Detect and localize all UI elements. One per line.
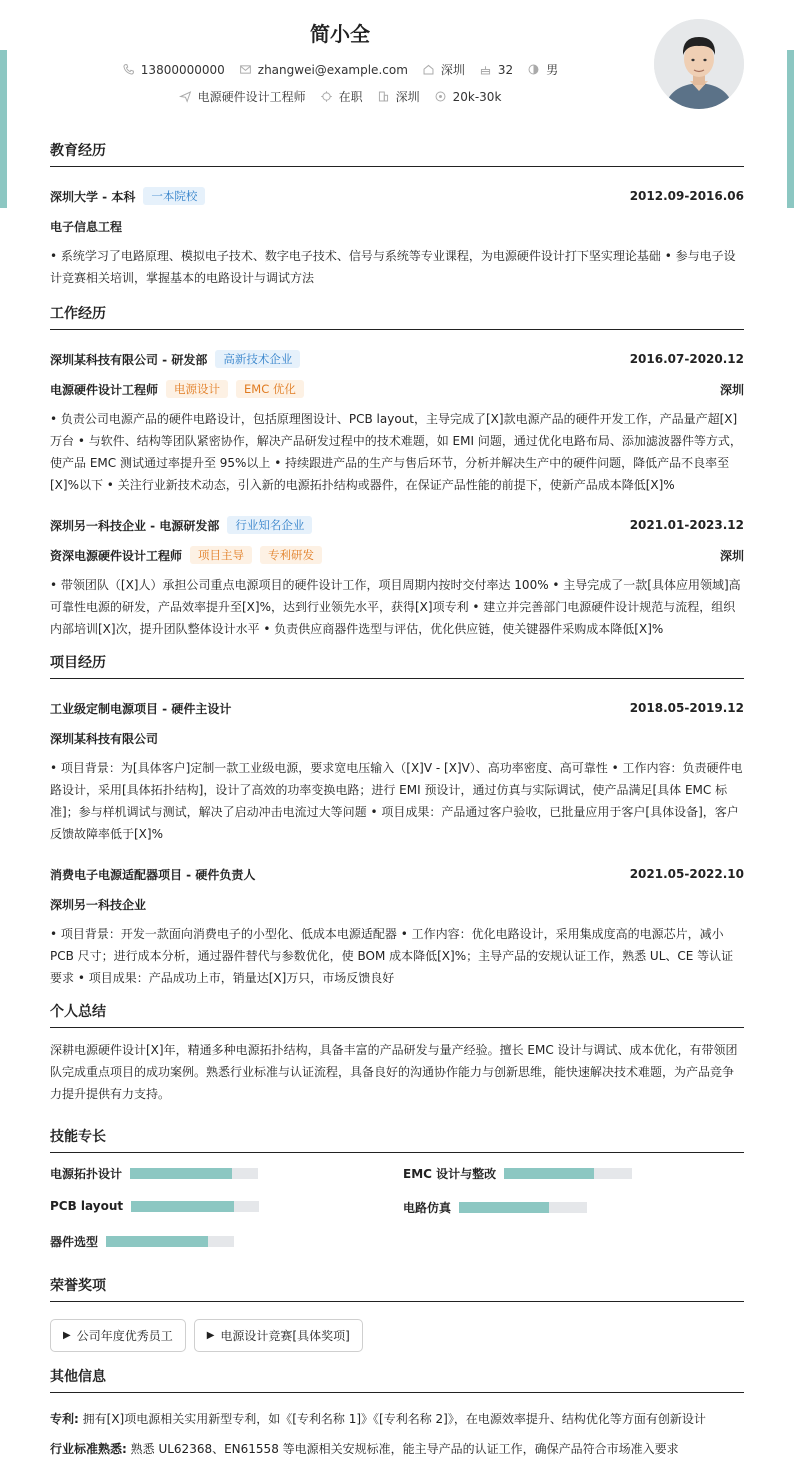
contact-row [0, 61, 680, 78]
project-date: 2021.05-2022.10 [629, 867, 744, 881]
candidate-name: 简小全 [310, 22, 370, 46]
status-item [320, 88, 363, 105]
mail-icon [239, 63, 252, 76]
summary-section [50, 1001, 744, 1105]
email-item [239, 63, 408, 77]
awards-title: 荣誉奖项 [50, 1275, 744, 1302]
salary-value: 20k-30k [452, 89, 502, 104]
location-value: 深圳 [440, 63, 465, 77]
building-icon [377, 90, 390, 103]
project-header-row [50, 698, 744, 718]
play-icon: ▶ [206, 1330, 215, 1341]
age-value: 32 [497, 62, 514, 77]
project-org: 深圳某科技有限公司 [50, 731, 159, 746]
summary-title: 个人总结 [50, 1001, 744, 1028]
skill-bar [130, 1168, 258, 1179]
work-item [50, 349, 744, 496]
home-icon [422, 63, 435, 76]
school-name: 深圳大学 - 本科 [50, 189, 136, 204]
phone-value: 13800000000 [140, 62, 225, 77]
other-key: 专利: [50, 1412, 79, 1426]
skill-bar [131, 1201, 259, 1212]
work-description: • 带领团队（[X]人）承担公司重点电源项目的硬件设计工作，项目周期内按时交付率达 100% • 主导完成了一款[具体应用领域]高可靠性电源的研发，产品效率提升至[X]%，达到行业领先水平，获得[X]项专利 • 建立并完善部门电源硬件设计规范与流程，组织内部培训[X]次，提升团队整体设计水平 • 负责供应商器件选型与评估，优化供应链，使关键器件采购成本降低[X]% [50, 578, 741, 636]
work-title: 工作经历 [50, 303, 744, 330]
project-header-row [50, 864, 744, 884]
work-role-row [50, 545, 744, 565]
award-item [194, 1319, 363, 1352]
major: 电子信息工程 [50, 219, 123, 234]
skill-name: 电路仿真 [403, 1201, 452, 1215]
skill-name: PCB layout [50, 1199, 124, 1213]
work-role: 电源硬件设计工程师 [50, 382, 159, 397]
send-icon [179, 90, 192, 103]
project-description: • 项目背景：为[具体客户]定制一款工业级电源，要求宽电压输入（[X]V - [X]V）、高功率密度、高可靠性 • 工作内容：负责硬件电路设计，采用[具体拓扑结构]，设计了高效的功率变换电路；进行 EMI 预设计，通过仿真与实际调试，使产品满足[具体 EMC 标准]；参与样机调试与测试，解决了启动冲击电流过大等问题 • 项目成果：产品通过客户验收，已批量应用于客户[具体设备]，客户反馈故障率低于[X]% [50, 761, 743, 841]
work-date: 2016.07-2020.12 [629, 352, 744, 366]
skill-bar [459, 1202, 587, 1213]
major-row [50, 216, 744, 236]
skill-bar [106, 1236, 234, 1247]
skill-name: 电源拓扑设计 [50, 1167, 123, 1181]
other-value: 熟悉 UL62368、EN61558 等电源相关安规标准，能主导产品的认证工作，确保产品符合市场准入要求 [130, 1442, 679, 1456]
work-company-row [50, 349, 744, 369]
project-date: 2018.05-2019.12 [629, 701, 744, 715]
skill-bar [504, 1168, 632, 1179]
skills-title: 技能专长 [50, 1126, 744, 1153]
phone-item [122, 63, 225, 77]
age-item [479, 63, 513, 77]
play-icon: ▶ [63, 1330, 71, 1341]
location-item [422, 61, 465, 78]
award-label: 公司年度优秀员工 [76, 1329, 173, 1343]
work-section [50, 303, 744, 640]
project-item [50, 864, 744, 989]
project-org-row [50, 728, 744, 748]
work-company-row [50, 515, 744, 535]
skill-item [50, 1233, 234, 1250]
work-role-row [50, 379, 744, 399]
work-role: 资深电源硬件设计工程师 [50, 548, 183, 563]
skill-bar-fill [459, 1202, 549, 1213]
project-section [50, 652, 744, 989]
phone-icon [122, 63, 135, 76]
skills-list [50, 1153, 744, 1263]
work-company-tag: 高新技术企业 [215, 350, 300, 368]
project-name: 工业级定制电源项目 - 硬件主设计 [50, 701, 232, 716]
resume-header [0, 0, 794, 120]
work-date: 2021.01-2023.12 [629, 518, 744, 532]
project-org-row [50, 894, 744, 914]
skill-name: EMC 设计与整改 [403, 1167, 497, 1181]
avatar [654, 19, 744, 109]
role-tag: EMC 优化 [236, 380, 304, 398]
education-title: 教育经历 [50, 140, 744, 167]
other-item [50, 1408, 744, 1430]
gender-item [527, 61, 558, 78]
education-header-row [50, 186, 744, 206]
award-item [50, 1319, 186, 1352]
role-tag: 专利研发 [260, 546, 322, 564]
work-city: 深圳 [719, 382, 744, 397]
education-date: 2012.09-2016.06 [629, 189, 744, 203]
project-org: 深圳另一科技企业 [50, 897, 147, 912]
work-company: 深圳某科技有限公司 - 研发部 [50, 352, 208, 367]
gender-value: 男 [546, 63, 559, 77]
other-item [50, 1438, 744, 1460]
awards-list [50, 1319, 744, 1352]
role-tag: 项目主导 [190, 546, 252, 564]
other-list [50, 1408, 744, 1460]
award-label: 电源设计竞赛[具体奖项] [220, 1329, 350, 1343]
salary-item [434, 90, 502, 104]
other-title: 其他信息 [50, 1366, 744, 1393]
skill-bar-fill [106, 1236, 208, 1247]
job-target-item [179, 88, 306, 105]
skill-item [403, 1165, 632, 1182]
target-city-item [377, 88, 420, 105]
other-key: 行业标准熟悉: [50, 1442, 127, 1456]
status-icon [320, 90, 333, 103]
other-section [50, 1366, 744, 1460]
status-value: 在职 [338, 90, 363, 104]
work-city: 深圳 [719, 548, 744, 563]
awards-section [50, 1275, 744, 1352]
skill-name: 器件选型 [50, 1235, 99, 1249]
money-icon [434, 90, 447, 103]
summary-text: 深耕电源硬件设计[X]年，精通多种电源拓扑结构，具备丰富的产品研发与量产经验。擅长 EMC 设计与调试、成本优化，有带领团队完成重点项目的成功案例。熟悉行业标准与认证流程，具备良好的沟通协作能力与创新思维，能快速解决技术难题，为产品竞争力提升提供有力支持。 [50, 1043, 738, 1101]
skills-section [50, 1126, 744, 1263]
skill-item [403, 1199, 587, 1216]
project-title: 项目经历 [50, 652, 744, 679]
work-item [50, 515, 744, 640]
job-target-value: 电源硬件设计工程师 [197, 90, 306, 104]
project-item [50, 698, 744, 845]
skill-bar-fill [130, 1168, 232, 1179]
gender-icon [527, 63, 540, 76]
job-intent-row [0, 88, 680, 105]
project-description: • 项目背景：开发一款面向消费电子的小型化、低成本电源适配器 • 工作内容：优化电路设计，采用集成度高的电源芯片，减小 PCB 尺寸；进行成本分析，通过器件替代与参数优化，使 BOM 成本降低[X]%；主导产品的安规认证工作，熟悉 UL、CE 等认证要求 • 项目成果：产品成功上市，销量达[X]万只，市场反馈良好 [50, 927, 734, 985]
education-description: • 系统学习了电路原理、模拟电子技术、数字电子技术、信号与系统等专业课程，为电源硬件设计打下坚实理论基础 • 参与电子设计竞赛相关培训，掌握基本的电路设计与调试方法 [50, 249, 736, 285]
skill-item [50, 1165, 258, 1182]
work-company-tag: 行业知名企业 [227, 516, 312, 534]
target-city-value: 深圳 [395, 90, 420, 104]
school-tag: 一本院校 [143, 187, 205, 205]
education-section [50, 140, 744, 289]
other-value: 拥有[X]项电源相关实用新型专利，如《[专利名称 1]》《[专利名称 2]》，在电源效率提升、结构优化等方面有创新设计 [82, 1412, 706, 1426]
skill-bar-fill [131, 1201, 233, 1212]
skill-bar-fill [504, 1168, 594, 1179]
email-value: zhangwei@example.com [257, 62, 408, 77]
project-name: 消费电子电源适配器项目 - 硬件负责人 [50, 867, 256, 882]
cake-icon [479, 63, 492, 76]
work-description: • 负责公司电源产品的硬件电路设计，包括原理图设计、PCB layout，主导完成了[X]款电源产品的硬件开发工作，产品量产超[X]万台 • 与软件、结构等团队紧密协作，解决产品研发过程中的技术难题，如 EMI 问题，通过优化电路布局、添加滤波器件等方式，使产品 EMC 测试通过率提升至 95%以上 • 持续跟进产品的生产与售后环节，分析并解决生产中的硬件问题，降低产品不良率至[X]%以下 • 关注行业新技术动态，引入新的电源拓扑结构或器件，在保证产品性能的前提下，使新产品成本降低[X]% [50, 412, 742, 492]
role-tag: 电源设计 [166, 380, 228, 398]
skill-item [50, 1199, 259, 1213]
work-company: 深圳另一科技企业 - 电源研发部 [50, 518, 220, 533]
